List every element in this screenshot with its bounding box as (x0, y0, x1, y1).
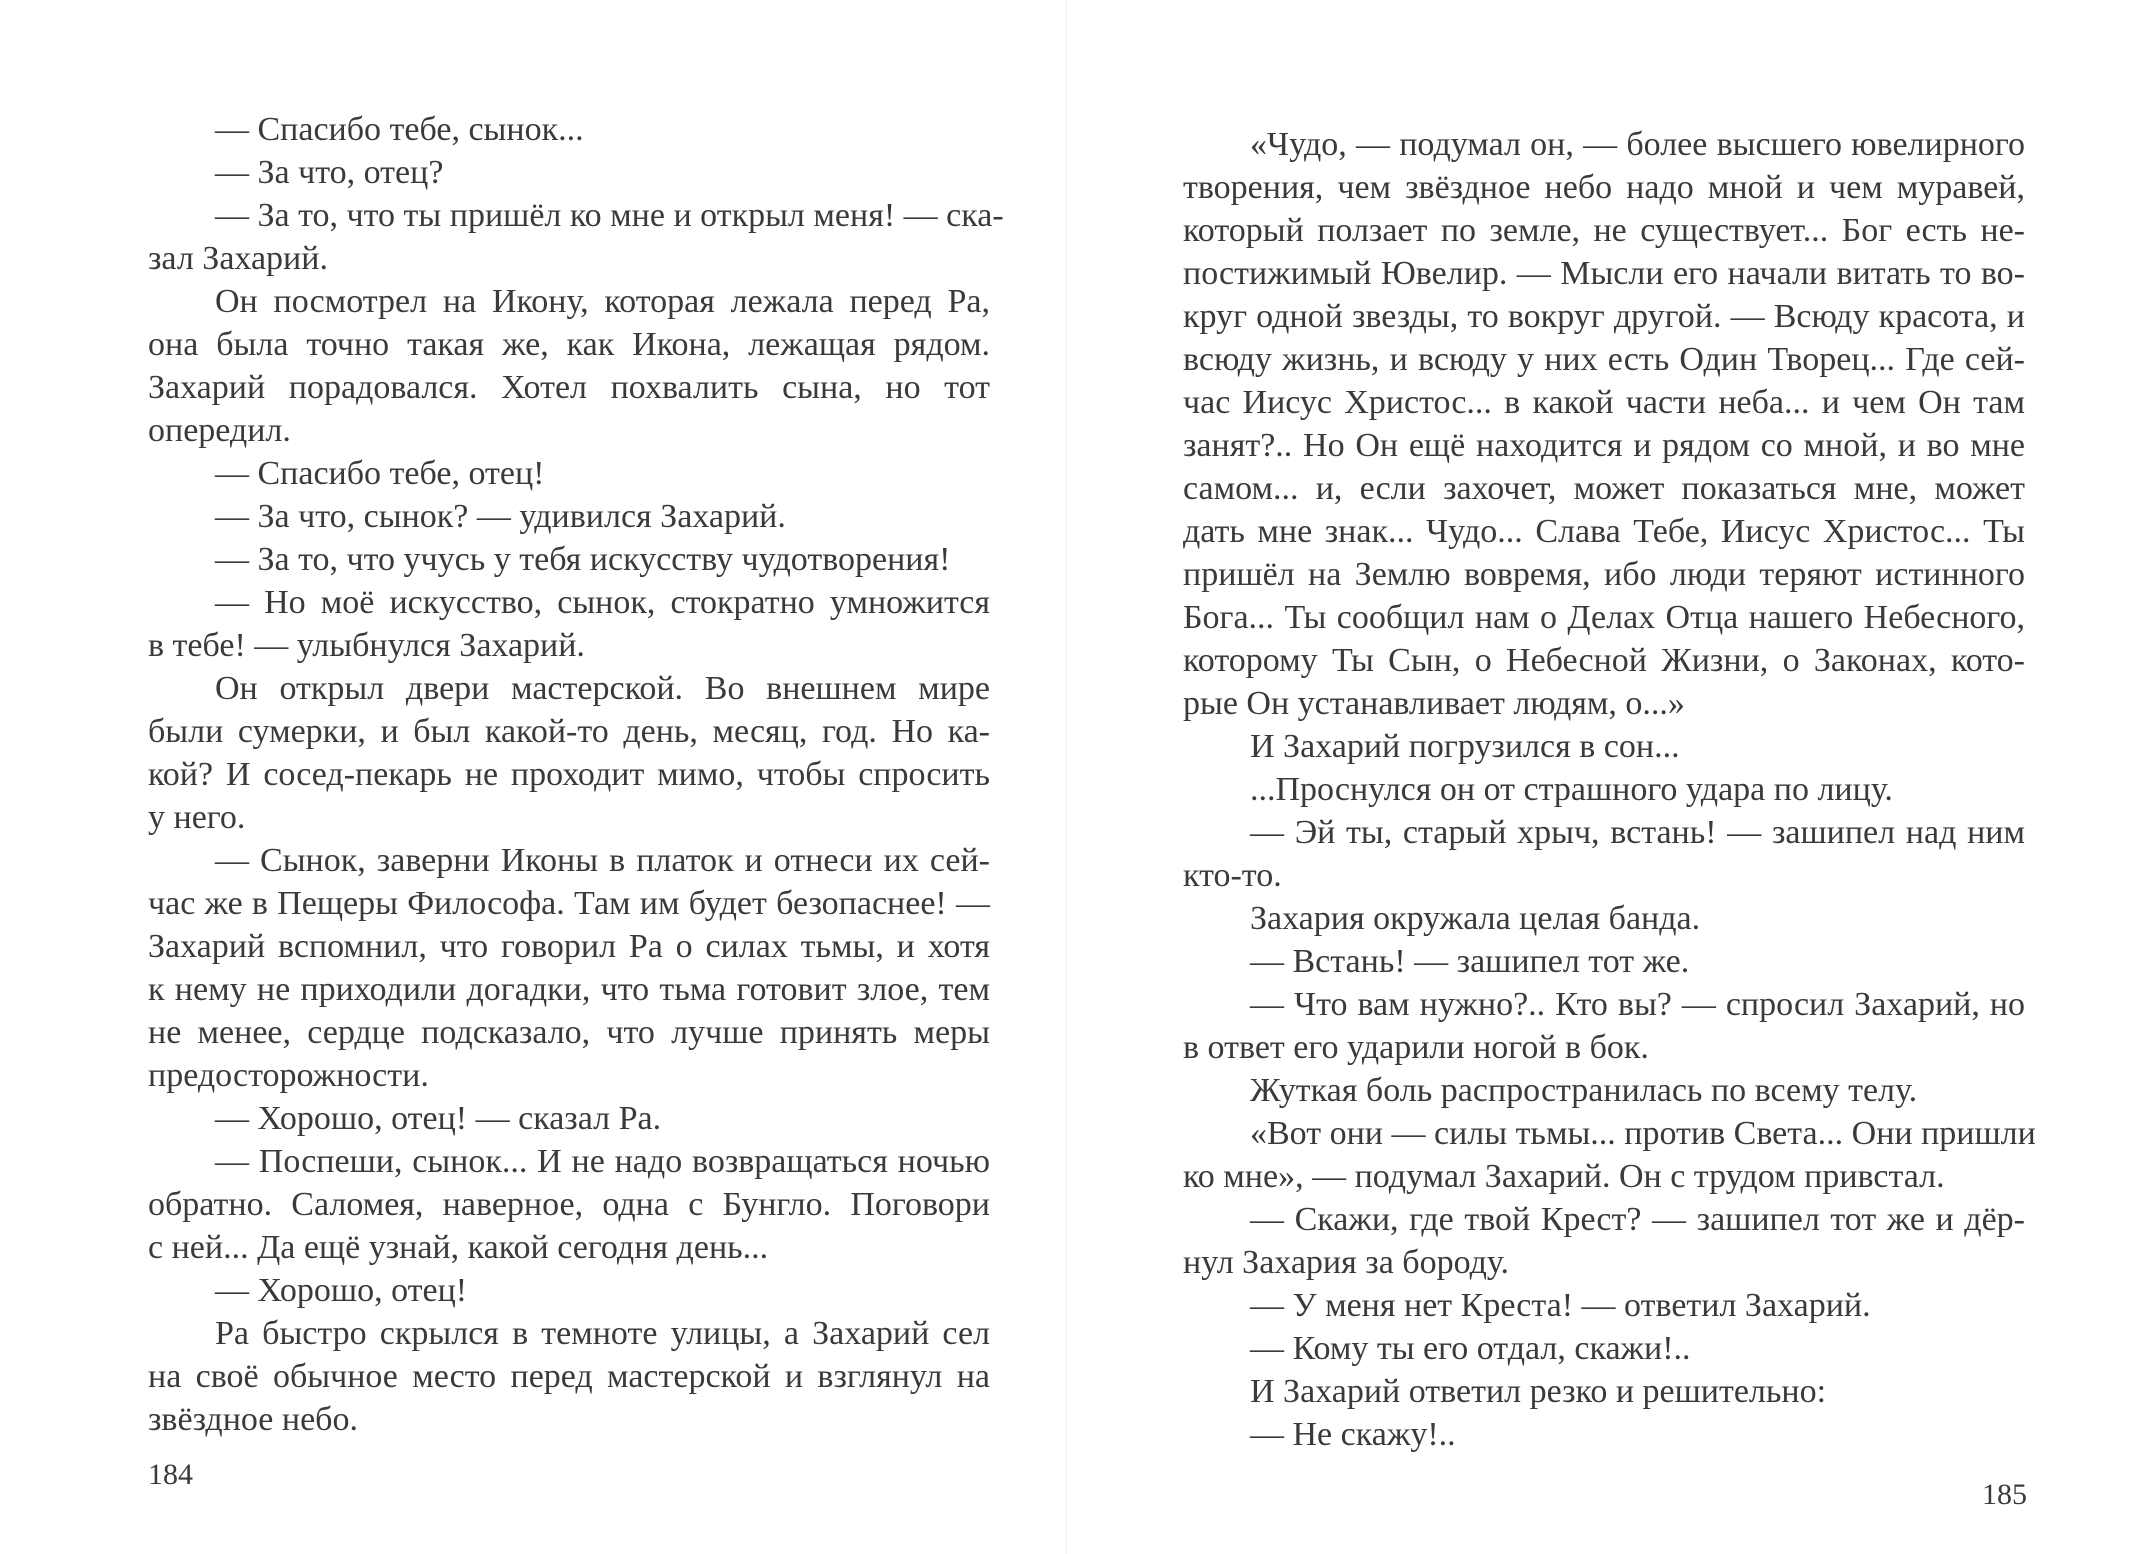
text-line: — Не скажу!.. (1250, 1416, 1456, 1453)
text-line: которому Ты Сын, о Небесной Жизни, о Законах, кото- (1183, 642, 2025, 679)
right-page-number: 185 (1982, 1478, 2027, 1511)
left-page (0, 0, 1066, 1554)
text-line: ко мне», — подумал Захарий. Он с трудом привстал. (1183, 1158, 1945, 1195)
text-line: постижимый Ювелир. — Мысли его начали витать то во- (1183, 255, 2025, 292)
text-line: пришёл на Землю вовремя, ибо люди теряют истинного (1183, 556, 2025, 593)
text-line: Захария окружала целая банда. (1250, 900, 1701, 937)
text-line: не менее, сердце подсказало, что лучше принять меры (148, 1014, 990, 1051)
text-line: — Спасибо тебе, отец! (215, 455, 545, 492)
text-line: кто-то. (1183, 857, 1282, 894)
text-line: занят?.. Но Он ещё находится и рядом со мной, и во мне (1183, 427, 2025, 464)
text-line: час же в Пещеры Философа. Там им будет безопаснее! — (148, 885, 990, 922)
text-line: ...Проснулся он от страшного удара по лицу. (1250, 771, 1893, 808)
text-line: рые Он устанавливает людям, о...» (1183, 685, 1685, 722)
text-line: — Что вам нужно?.. Кто вы? — спросил Захарий, но (1250, 986, 2025, 1023)
text-line: в тебе! — улыбнулся Захарий. (148, 627, 585, 664)
text-line: — Кому ты его отдал, скажи!.. (1250, 1330, 1691, 1367)
text-line: звёздное небо. (148, 1401, 358, 1438)
text-line: к нему не приходили догадки, что тьма готовит злое, тем (148, 971, 990, 1008)
text-line: — За что, отец? (215, 154, 444, 191)
text-line: опередил. (148, 412, 291, 449)
text-line: Захарий порадовался. Хотел похвалить сына, но тот (148, 369, 990, 406)
text-line: кой? И сосед-пекарь не проходит мимо, чтобы спросить (148, 756, 990, 793)
text-line: всюду жизнь, и всюду у них есть Один Творец... Где сей- (1183, 341, 2025, 378)
text-line: «Чудо, — подумал он, — более высшего ювелирного (1250, 126, 2025, 163)
left-page-text (148, 108, 1004, 1441)
text-line: с ней... Да ещё узнай, какой сегодня день... (148, 1229, 769, 1266)
text-line: у него. (148, 799, 246, 836)
text-line: — Поспеши, сынок... И не надо возвращаться ночью (215, 1143, 990, 1180)
text-line: предосторожности. (148, 1057, 429, 1094)
text-line: — Хорошо, отец! (215, 1272, 468, 1309)
text-line: И Захарий ответил резко и решительно: (1250, 1373, 1827, 1410)
text-line: И Захарий погрузился в сон... (1250, 728, 1680, 765)
text-line: — Скажи, где твой Крест? — зашипел тот же и дёр- (1250, 1201, 2025, 1238)
text-line: самом... и, если захочет, может показаться мне, может (1183, 470, 2025, 507)
right-page-text (1183, 123, 2036, 1456)
right-page (1067, 0, 2133, 1554)
text-line: она была точно такая же, как Икона, лежащая рядом. (148, 326, 990, 363)
text-line: были сумерки, и был какой-то день, месяц, год. Но ка- (148, 713, 990, 750)
text-line: — Сынок, заверни Иконы в платок и отнеси их сей- (215, 842, 990, 879)
text-line: Бога... Ты сообщил нам о Делах Отца нашего Небесного, (1183, 599, 2025, 636)
text-line: — Спасибо тебе, сынок... (215, 111, 584, 148)
text-line: Он посмотрел на Икону, которая лежала перед Ра, (215, 283, 990, 320)
text-line: час Иисус Христос... в какой части неба... и чем Он там (1183, 384, 2025, 421)
text-line: в ответ его ударили ногой в бок. (1183, 1029, 1649, 1066)
text-line: который ползает по земле, не существует... Бог есть не- (1183, 212, 2025, 249)
text-line: Ра быстро скрылся в темноте улицы, а Захарий сел (215, 1315, 990, 1352)
text-line: «Вот они — силы тьмы... против Света... Они пришли (1250, 1115, 2036, 1152)
text-line: — За то, что учусь у тебя искусству чудотворения! (215, 541, 951, 578)
text-line: — За то, что ты пришёл ко мне и открыл меня! — ска- (215, 197, 1004, 234)
text-line: обратно. Саломея, наверное, одна с Бунгло. Поговори (148, 1186, 990, 1223)
left-page-number: 184 (148, 1458, 193, 1491)
text-line: Жуткая боль распространилась по всему телу. (1250, 1072, 1918, 1109)
text-line: Он открыл двери мастерской. Во внешнем мире (215, 670, 990, 707)
text-line: — Хорошо, отец! — сказал Ра. (215, 1100, 662, 1137)
text-line: — Встань! — зашипел тот же. (1250, 943, 1690, 980)
text-line: зал Захарий. (148, 240, 328, 277)
text-line: дать мне знак... Чудо... Слава Тебе, Иисус Христос... Ты (1183, 513, 2025, 550)
text-line: — Но моё искусство, сынок, стократно умножится (215, 584, 990, 621)
text-line: — У меня нет Креста! — ответил Захарий. (1250, 1287, 1871, 1324)
text-line: творения, чем звёздное небо надо мной и чем муравей, (1183, 169, 2025, 206)
text-line: круг одной звезды, то вокруг другой. — Всюду красота, и (1183, 298, 2025, 335)
text-line: — Эй ты, старый хрыч, встань! — зашипел над ним (1250, 814, 2025, 851)
text-line: Захарий вспомнил, что говорил Ра о силах тьмы, и хотя (148, 928, 990, 965)
text-line: — За что, сынок? — удивился Захарий. (215, 498, 786, 535)
text-line: на своё обычное место перед мастерской и взглянул на (148, 1358, 990, 1395)
text-line: нул Захария за бороду. (1183, 1244, 1510, 1281)
